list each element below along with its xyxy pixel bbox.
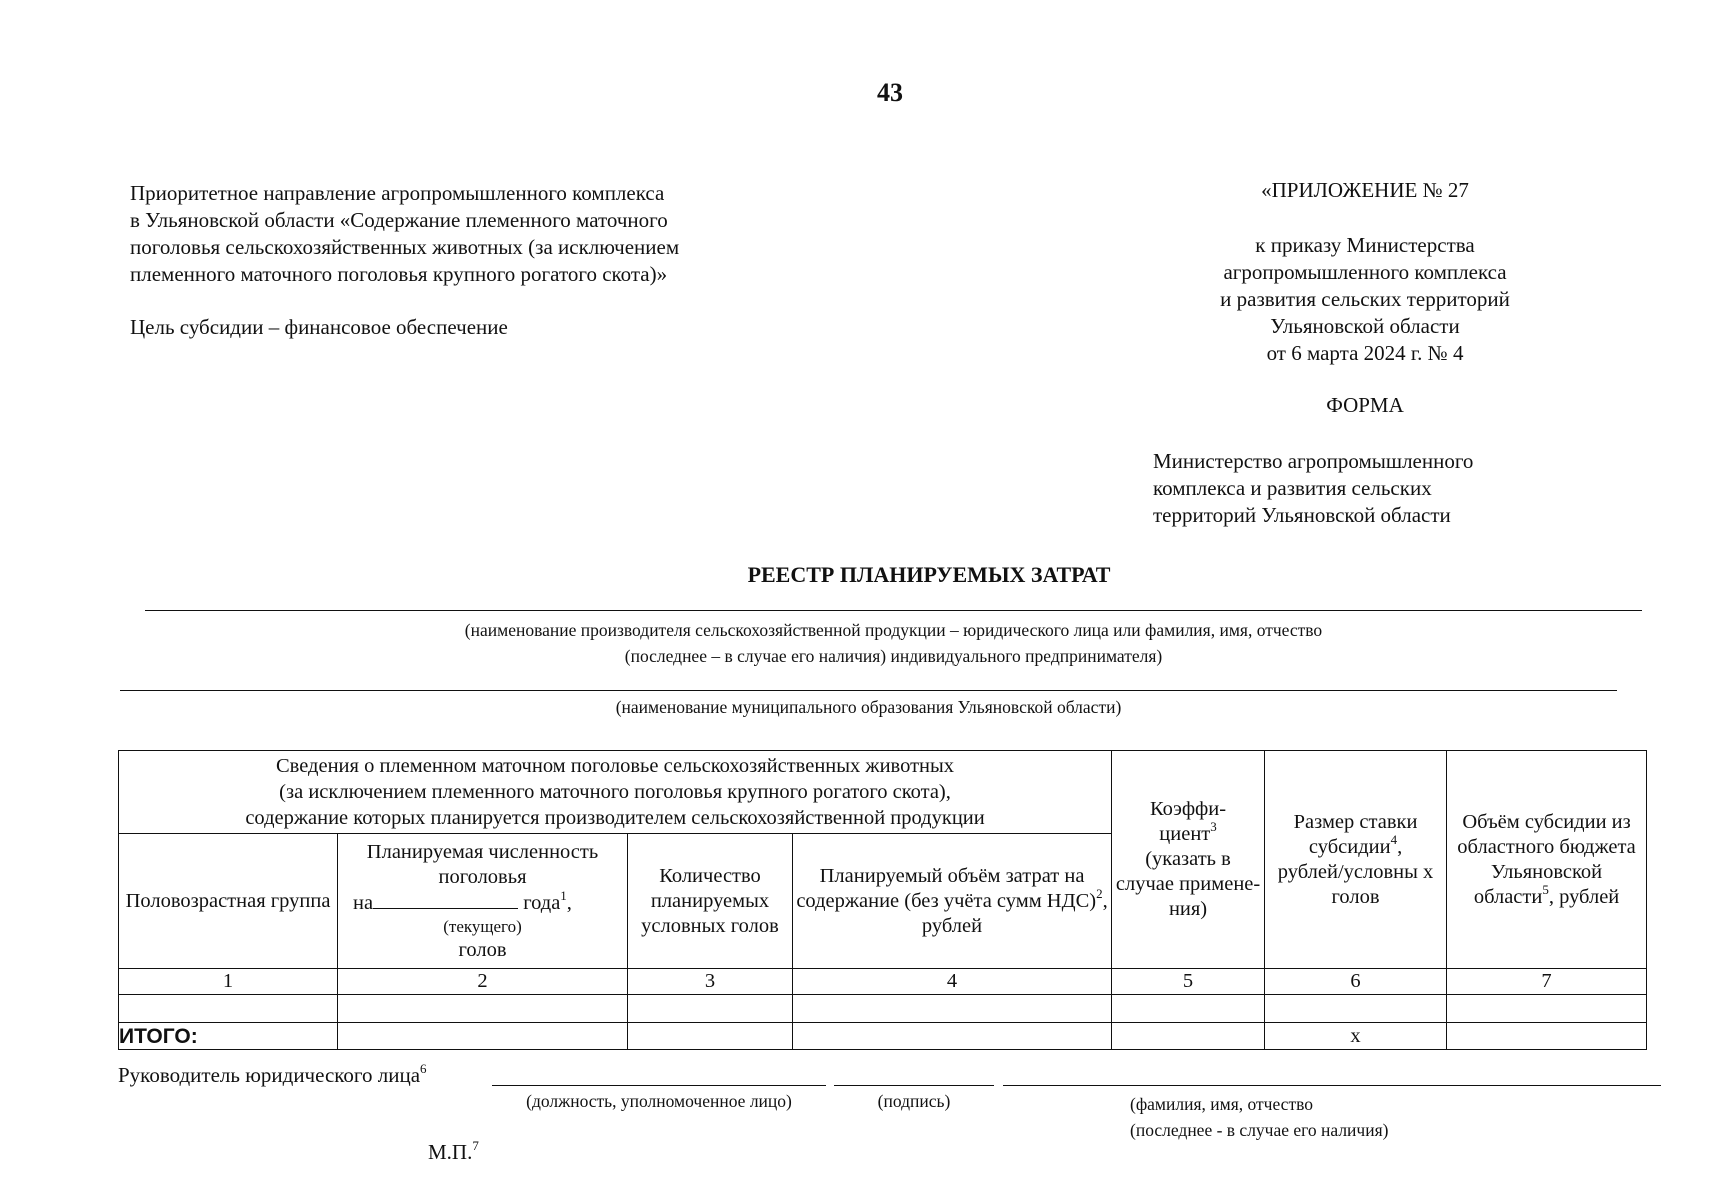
heads-label: голов	[458, 938, 507, 961]
rate-title-1: Размер ставки	[1293, 810, 1418, 833]
footnote-5: 5	[1542, 881, 1549, 897]
rate-unit: рублей/условны х голов	[1277, 860, 1434, 908]
footnote-2: 2	[1096, 885, 1103, 901]
signer-label	[118, 1063, 427, 1088]
coefficient-title-2: циент	[1159, 823, 1211, 845]
data-cell[interactable]	[119, 995, 338, 1023]
data-cell[interactable]	[628, 995, 793, 1023]
ministry-line: Министерство агропромышленного	[1153, 449, 1474, 473]
group-header-line: содержание которых планируется производителем сельскохозяйственной продукции	[245, 807, 985, 829]
group-header-line: (за исключением племенного маточного поголовья крупного рогатого скота),	[279, 781, 951, 803]
ministry-line: территорий Ульяновской области	[1153, 503, 1451, 527]
total-cell[interactable]	[1447, 1023, 1647, 1050]
signature-line[interactable]	[834, 1085, 994, 1086]
municipality-name-line[interactable]	[120, 690, 1617, 691]
stamp-place	[428, 1140, 479, 1165]
subsidy-volume-header: Объём субсидии из областного бюджета Ульяновской области$^5$, рублей	[1447, 751, 1647, 969]
footnote-4: 4	[1390, 831, 1398, 847]
column-number: 4	[793, 969, 1112, 995]
position-caption: (должность, уполномоченное лицо)	[526, 1091, 792, 1111]
stamp-text: М.П.	[428, 1140, 473, 1164]
registry-title: РЕЕСТР ПЛАНИРУЕМЫХ ЗАТРАТ	[747, 562, 1111, 587]
planned-costs-title: Планируемый объём затрат на содержание (без учёта сумм НДС)	[796, 864, 1097, 912]
total-row	[119, 1023, 1647, 1050]
priority-line: Приоритетное направление агропромышленного комплекса	[130, 181, 665, 205]
column-numbers-row	[119, 969, 1647, 995]
ministry-addressee	[1153, 448, 1593, 529]
order-line: от 6 марта 2024 г. № 4	[1266, 341, 1464, 365]
order-line: и развития сельских территорий	[1220, 287, 1510, 311]
producer-caption-line: (наименование производителя сельскохозяйственной продукции – юридического лица или фамилия, имя, отчество	[464, 620, 1323, 640]
subsidy-goal: Цель субсидии – финансовое обеспечение	[130, 315, 508, 339]
priority-line: поголовья сельскохозяйственных животных (за исключением	[130, 235, 680, 259]
coefficient-title-1: Коэффи-	[1150, 798, 1227, 820]
subsidy-volume-region: области	[1473, 885, 1543, 908]
data-cell[interactable]	[1265, 995, 1447, 1023]
data-cell[interactable]	[1112, 995, 1265, 1023]
order-line: агропромышленного комплекса	[1223, 260, 1507, 284]
total-cell[interactable]	[338, 1023, 628, 1050]
coefficient-note: (указать в случае примене- ния)	[1115, 848, 1261, 920]
position-line[interactable]	[492, 1085, 826, 1086]
producer-name-line[interactable]	[145, 610, 1642, 611]
column-number: 6	[1265, 969, 1447, 995]
signer-label-text: Руководитель юридического лица	[118, 1063, 421, 1087]
group-header-line: Сведения о племенном маточном поголовье сельскохозяйственных животных	[276, 755, 955, 777]
full-name-line[interactable]	[1003, 1085, 1661, 1086]
total-label: ИТОГО:	[119, 1023, 338, 1050]
footnote-1: 1	[560, 887, 567, 903]
planned-headcount-title: Планируемая численность поголовья	[366, 840, 599, 888]
column-number: 2	[338, 969, 628, 995]
data-row	[119, 995, 1647, 1023]
data-cell[interactable]	[338, 995, 628, 1023]
total-cell[interactable]	[1112, 1023, 1265, 1050]
total-cell[interactable]	[628, 1023, 793, 1050]
footnote-7: 7	[472, 1138, 479, 1153]
current-caption: (текущего)	[443, 916, 522, 936]
current-year-field[interactable]	[373, 890, 518, 909]
data-cell[interactable]	[1447, 995, 1647, 1023]
group-header-cell	[119, 751, 1112, 834]
order-line: к приказу Министерства	[1255, 233, 1475, 257]
total-cell[interactable]	[793, 1023, 1112, 1050]
order-line: Ульяновской области	[1270, 314, 1460, 338]
data-cell[interactable]	[793, 995, 1112, 1023]
column-number: 3	[628, 969, 793, 995]
ministry-line: комплекса и развития сельских	[1153, 476, 1432, 500]
priority-direction-block	[130, 180, 830, 341]
registry-table	[118, 750, 1647, 1050]
planned-headcount-header: Планируемая численность поголовья на года$^1$, (текущего) голов	[338, 834, 628, 969]
column-number: 1	[119, 969, 338, 995]
full-name-caption-line: (последнее - в случае его наличия)	[1130, 1120, 1389, 1140]
coefficient-header	[1112, 751, 1265, 969]
producer-caption	[145, 617, 1642, 669]
municipality-caption: (наименование муниципального образования Ульяновской области)	[615, 697, 1122, 717]
age-group-header: Половозрастная группа	[119, 834, 338, 969]
total-cell-not-applicable: х	[1265, 1023, 1447, 1050]
year-label: года	[523, 891, 561, 914]
signature-caption: (подпись)	[877, 1091, 951, 1111]
priority-line: в Ульяновской области «Содержание племенного маточного	[130, 208, 668, 232]
full-name-caption	[1130, 1091, 1550, 1143]
footnote-6: 6	[420, 1061, 427, 1076]
order-reference	[1150, 232, 1580, 367]
producer-caption-line: (последнее – в случае его наличия) индивидуального предпринимателя)	[624, 646, 1163, 666]
rate-header: Размер ставки субсидии$^4$, рублей/условны х голов	[1265, 751, 1447, 969]
priority-line: племенного маточного поголовья крупного рогатого скота)»	[130, 262, 668, 286]
conditional-heads-header: Количество планируемых условных голов	[628, 834, 793, 969]
column-number: 7	[1447, 969, 1647, 995]
planned-costs-unit: рублей	[921, 914, 983, 937]
appendix-title: «ПРИЛОЖЕНИЕ № 27	[1261, 178, 1469, 202]
form-label: ФОРМА	[1326, 393, 1404, 417]
column-number: 5	[1112, 969, 1265, 995]
full-name-caption-line: (фамилия, имя, отчество	[1130, 1094, 1313, 1114]
subsidy-volume-unit: рублей	[1559, 885, 1620, 908]
subsidy-volume-title: Объём субсидии из областного бюджета Ульяновской	[1457, 810, 1636, 883]
on-label: на	[353, 891, 374, 914]
planned-costs-header: Планируемый объём затрат на содержание (без учёта сумм НДС)$^2$, рублей	[793, 834, 1112, 969]
rate-title-2: субсидии	[1308, 835, 1391, 858]
page-number: 43	[877, 78, 903, 107]
footnote-3: 3	[1210, 819, 1217, 834]
